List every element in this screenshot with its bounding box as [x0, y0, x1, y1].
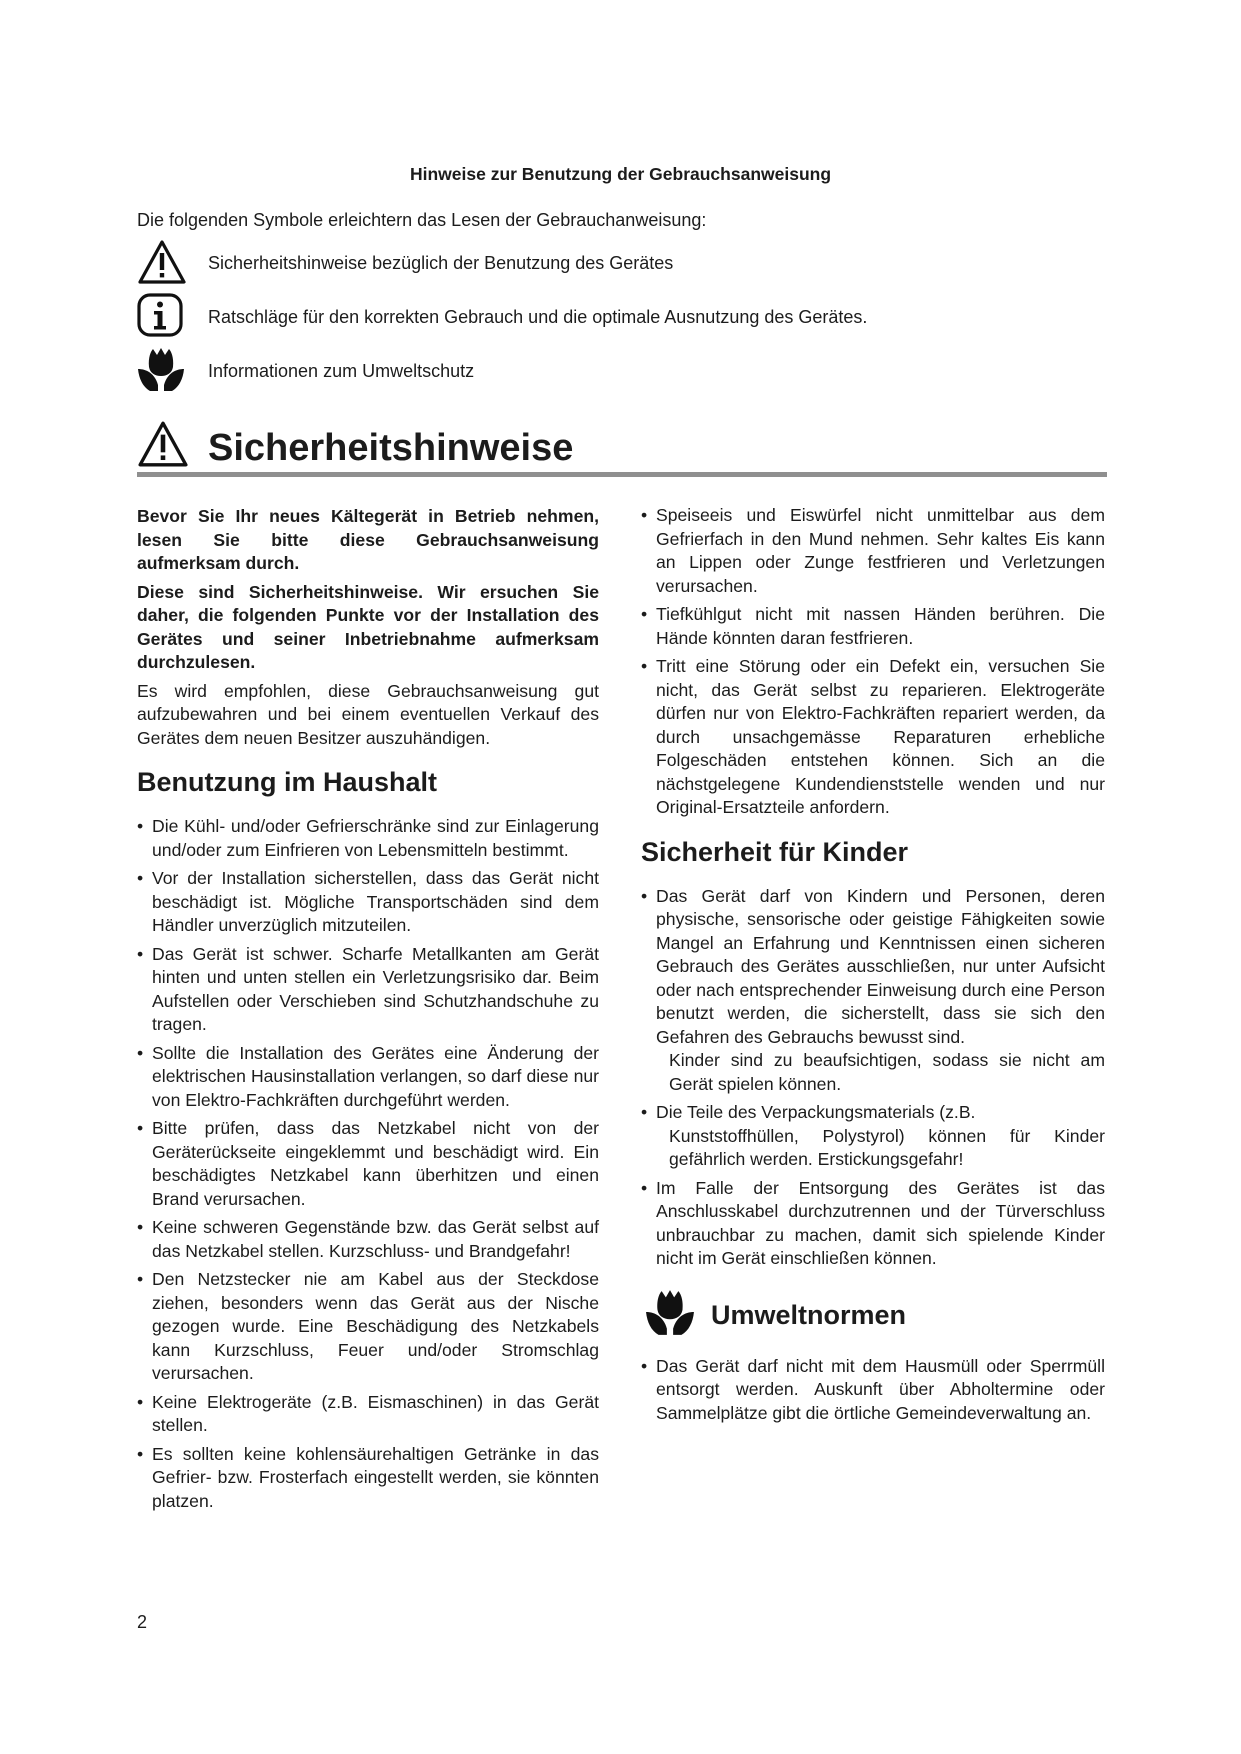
- environment-tulip-icon: [137, 347, 185, 398]
- warning-triangle-icon: [137, 420, 189, 473]
- info-icon: [137, 293, 183, 342]
- list-item-continuation: Kunststoffhüllen, Polystyrol) können für Kinder gefährlich werden. Erstickungsgefahr!: [669, 1125, 1105, 1169]
- list-item: • Das Gerät darf nicht mit dem Hausmüll oder Sperrmüll entsorgt werden. Auskunft über Abholtermine oder Sammelplätze gibt die örtliche Gemeindeverwaltung an.: [641, 1355, 1105, 1426]
- list-item: • Den Netzstecker nie am Kabel aus der Steckdose ziehen, besonders wenn das Gerät aus der Nische gezogen wurde. Eine Beschädigung des Netzkabels kann Kurzschluss, Feuer und/oder Stromschlag verursachen.: [137, 1268, 599, 1386]
- heading-household-use: Benutzung im Haushalt: [137, 767, 438, 797]
- environment-list: [641, 1355, 1105, 1426]
- page-title: Hinweise zur Benutzung der Gebrauchsanweisung: [409, 164, 832, 184]
- list-item-text: Das Gerät darf von Kindern und Personen, deren physische, sensorische oder geistige Fähigkeiten sowie Mangel an Erfahrung und Kenntnissen einen sicheren Gebrauch des Gerätes ausschließen, nur unter Aufsicht oder nach entsprechender Einweisung durch eine Person benutzt werden, die sicherstellt, dass sie sich den Gefahren des Gebrauchs bewusst sind.: [656, 885, 1105, 1047]
- symbol-row-environment: [137, 347, 1037, 397]
- list-item: • Tritt eine Störung oder ein Defekt ein, versuchen Sie nicht, das Gerät selbst zu reparieren. Elektrogeräte dürfen nur von Elektro-Fachkräften repariert werden, da durch unsachgemässe Reparaturen erhebliche Folgeschäden entstehen können. Sich an die nächstgelegene Kundendienststelle wenden und nur Original-Ersatzteile anfordern.: [641, 655, 1105, 820]
- page-number: 2: [137, 1612, 148, 1632]
- section-divider: [137, 472, 1107, 477]
- list-item: • Keine Elektrogeräte (z.B. Eismaschinen) in das Gerät stellen.: [137, 1391, 599, 1438]
- symbol-row-info: [137, 293, 1037, 343]
- list-item-continuation: Kinder sind zu beaufsichtigen, sodass sie nicht am Gerät spielen können.: [669, 1050, 1105, 1094]
- list-item: • Tiefkühlgut nicht mit nassen Händen berühren. Die Hände könnten daran festfrieren.: [641, 603, 1105, 650]
- section-title: Sicherheitshinweise: [208, 427, 574, 469]
- list-item: • Keine schweren Gegenstände bzw. das Gerät selbst auf das Netzkabel stellen. Kurzschluss- und Brandgefahr!: [137, 1216, 599, 1263]
- list-item-text: Die Teile des Verpackungsmaterials (z.B.: [656, 1102, 976, 1122]
- environment-tulip-icon: [645, 1289, 695, 1344]
- symbol-row-safety: [137, 239, 1037, 289]
- list-item: • Im Falle der Entsorgung des Gerätes ist das Anschlusskabel durchzutrennen und der Türverschluss unbrauchbar zu machen, damit sich spielende Kinder nicht im Gerät einschließen können.: [641, 1177, 1105, 1271]
- heading-environment: Umweltnormen: [711, 1299, 907, 1330]
- list-item: [641, 885, 1105, 1097]
- right-column: [641, 504, 1105, 1430]
- safety-list: [641, 504, 1105, 820]
- child-safety-list: [641, 885, 1105, 1271]
- symbols-intro: Die folgenden Symbole erleichtern das Lesen der Gebrauchanweisung:: [137, 210, 707, 230]
- intro-bold-paragraph: Diese sind Sicherheitshinweise. Wir ersuchen Sie daher, die folgenden Punkte vor der Installation des Gerätes und seiner Inbetriebnahme aufmerksam durchzulesen.: [137, 581, 599, 672]
- symbol-text-info: Ratschläge für den korrekten Gebrauch und die optimale Ausnutzung des Gerätes.: [208, 307, 868, 327]
- warning-triangle-icon: [137, 239, 187, 290]
- environment-header: [641, 1289, 1105, 1345]
- list-item: [641, 1101, 1105, 1172]
- list-item: • Das Gerät ist schwer. Scharfe Metallkanten am Gerät hinten und unten stellen ein Verletzungsrisiko dar. Beim Aufstellen oder Verschieben sind Schutzhandschuhe zu tragen.: [137, 943, 599, 1037]
- heading-child-safety: Sicherheit für Kinder: [641, 836, 909, 867]
- intro-bold-paragraph: Bevor Sie Ihr neues Kältegerät in Betrieb nehmen, lesen Sie bitte diese Gebrauchsanweisung aufmerksam durch.: [137, 506, 599, 573]
- list-item: • Sollte die Installation des Gerätes eine Änderung der elektrischen Hausinstallation verlangen, so darf diese nur von Elektro-Fachkräften durchgeführt werden.: [137, 1042, 599, 1113]
- symbol-text-safety: Sicherheitshinweise bezüglich der Benutzung des Gerätes: [208, 253, 674, 273]
- list-item: • Speiseeis und Eiswürfel nicht unmittelbar aus dem Gefrierfach in den Mund nehmen. Sehr kaltes Eis kann an Lippen oder Zunge festfrieren und Verletzungen verursachen.: [641, 504, 1105, 598]
- symbol-text-environment: Informationen zum Umweltschutz: [208, 361, 475, 381]
- intro-paragraph: Es wird empfohlen, diese Gebrauchsanweisung gut aufzubewahren und bei einem eventuellen Verkauf des Gerätes dem neuen Besitzer auszuhändigen.: [137, 680, 599, 748]
- section-header: [137, 420, 1107, 476]
- household-list: [137, 815, 599, 1513]
- list-item: • Vor der Installation sicherstellen, dass das Gerät nicht beschädigt ist. Mögliche Transportschäden sind dem Händler unverzüglich mitzuteilen.: [137, 867, 599, 938]
- list-item: • Die Kühl- und/oder Gefrierschränke sind zur Einlagerung und/oder zum Einfrieren von Lebensmitteln bestimmt.: [137, 815, 599, 862]
- list-item: • Bitte prüfen, dass das Netzkabel nicht von der Geräterückseite eingeklemmt und beschädigt wird. Ein beschädigtes Netzkabel kann überhitzen und einen Brand verursachen.: [137, 1117, 599, 1211]
- list-item: • Es sollten keine kohlensäurehaltigen Getränke in das Gefrier- bzw. Frosterfach eingestellt werden, sie könnten platzen.: [137, 1443, 599, 1514]
- left-column: [137, 505, 599, 1518]
